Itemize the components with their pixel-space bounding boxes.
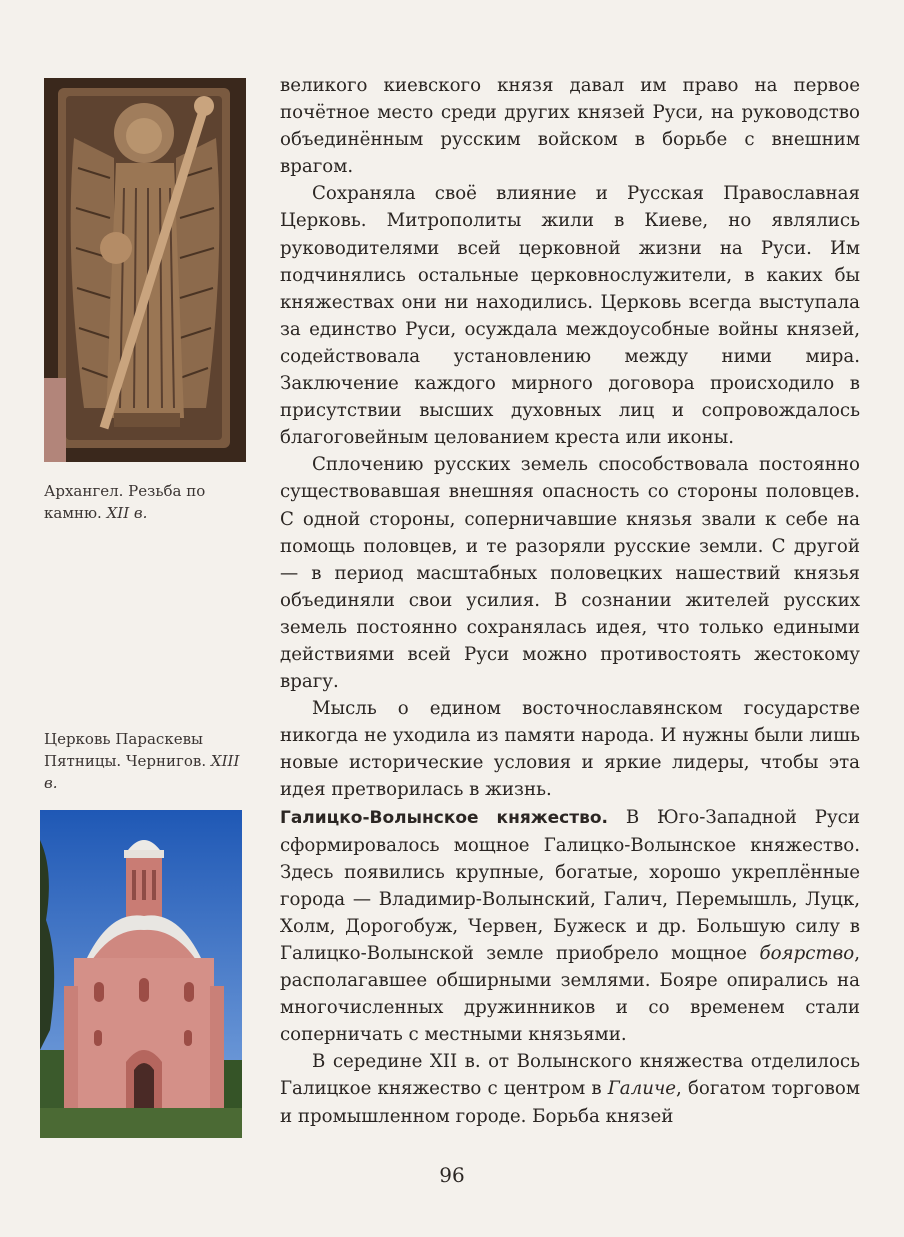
paragraph-5-part-a: В Юго-Западной Руси сформировалось мощное Галицко-Волынское княжество. Здесь появились крупные, богатые, хорошо укреплённые города — Владимир-Волынский, Галич, Перемышль, Луцк, Холм, Дорогобуж, Червен, Бужеск и др. Большую силу в Галицко-Волынской земле приобрело мощное <box>280 806 860 964</box>
archangel-caption <box>44 480 244 524</box>
paragraph-6-part-a: В середине XII в. от Волынского княжества отделилось Галицкое княжество с центром в <box>280 1051 860 1100</box>
paragraph-3: Сплочению русских земель способствовала постоянно существовавшая внешняя опасность со стороны половцев. С одной стороны, соперничавшие князья звали к себе на помощь половцев, и те разоряли русские земли. С другой — в период масштабных половецких нашествий князья объединяли свои усилия. В сознании жителей русских земель постоянно сохранялась идея, что только едиными действиями всей Руси можно противостоять жестокому врагу. <box>280 454 860 693</box>
page-number: 96 <box>439 1163 465 1187</box>
paragraph-6-part-b: , богатом торговом и промышленном городе. Борьба князей <box>280 1078 860 1127</box>
church-caption-century: XIII в. <box>44 752 240 792</box>
section-heading: Галицко-Волынское княжество. <box>280 807 609 828</box>
archangel-carving-image <box>44 78 246 462</box>
paragraph-2: Сохраняла своё влияние и Русская Православная Церковь. Митрополиты жили в Киеве, но являлись руководителями всей церковной жизни на Руси. Им подчинялись остальные церковнослужители, в каких бы княжествах они ни находились. Церковь всегда выступала за единство Руси, осуждала междоусобные войны князей, содействовала установлению между ними мира. Заключение каждого мирного договора происходило в присутствии высших духовных лиц и сопровождалось благоговейным целованием креста или иконы. <box>280 183 860 449</box>
paragraph-6 <box>280 1048 860 1129</box>
term-boyarstvo: боярство <box>759 943 855 964</box>
church-photo-image <box>40 810 242 1138</box>
church-caption <box>44 728 244 794</box>
main-text-column <box>280 72 860 1130</box>
paragraph-4: Мысль о едином восточнославянском государстве никогда не уходила из памяти народа. И нужны были лишь новые исторические условия и яркие лидеры, чтобы эта идея претворилась в жизнь. <box>280 698 860 801</box>
archangel-caption-century: XII в. <box>106 504 148 522</box>
paragraph-5-part-b: , располагавшее обширными землями. Бояре опирались на многочисленных дружинников и со временем стали соперничать с местными князьями. <box>280 943 860 1046</box>
church-caption-text: Церковь Параскевы Пятницы. Чернигов. <box>44 730 207 770</box>
place-galich: Галиче <box>607 1078 677 1100</box>
archangel-caption-text: Архангел. Резьба по камню. <box>44 482 206 522</box>
paragraph-1: великого киевского князя давал им право на первое почётное место среди других князей Руси, на руководство объединённым русским войском в борьбе с внешним врагом. <box>280 75 860 178</box>
paragraph-5 <box>280 804 860 1049</box>
